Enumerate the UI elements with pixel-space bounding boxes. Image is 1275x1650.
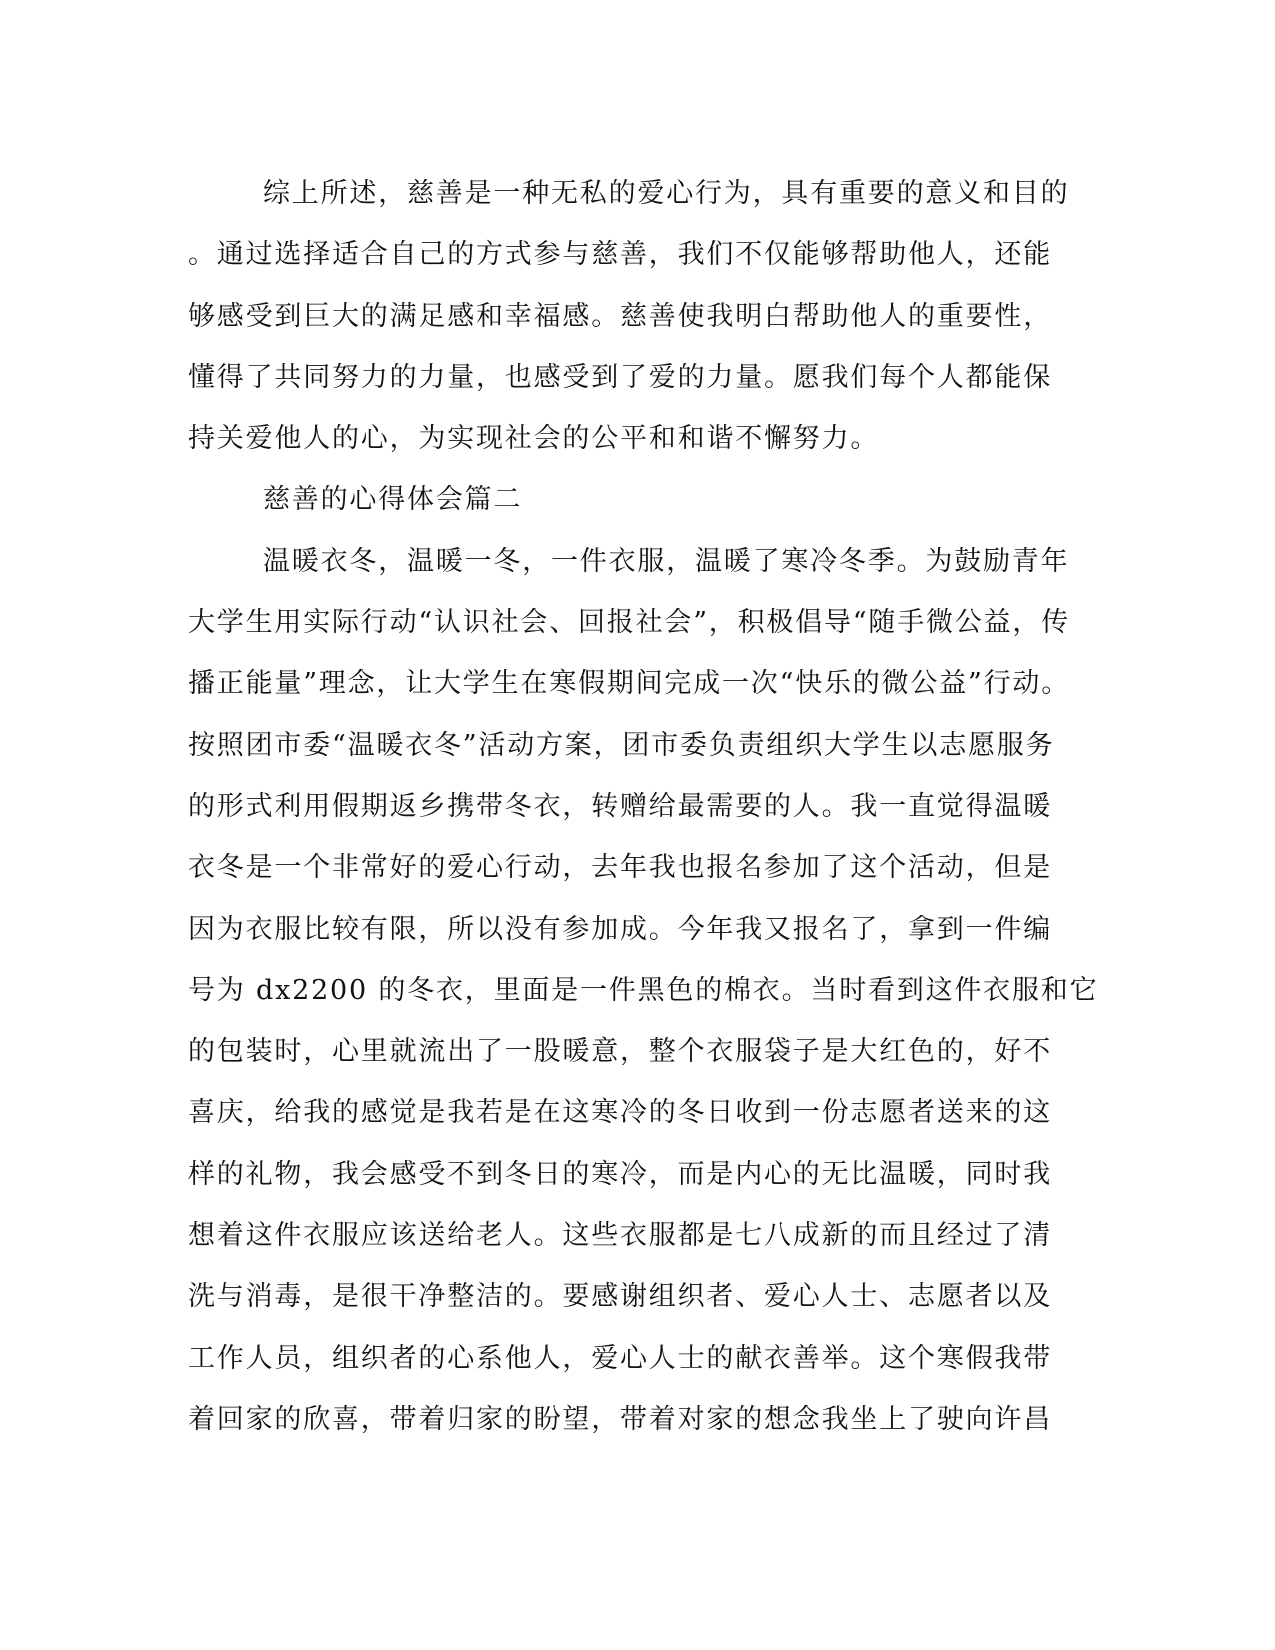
paragraph-line: 懂得了共同努力的力量，也感受到了爱的力量。愿我们每个人都能保 [188, 361, 1052, 393]
paragraph-line: 着回家的欣喜，带着归家的盼望，带着对家的想念我坐上了驶向许昌 [188, 1403, 1052, 1435]
paragraph-line: 工作人员，组织者的心系他人，爱心人士的献衣善举。这个寒假我带 [188, 1342, 1052, 1374]
paragraph-line: 样的礼物，我会感受不到冬日的寒冷，而是内心的无比温暖，同时我 [188, 1158, 1052, 1190]
paragraph-line: 号为 dx2200 的冬衣，里面是一件黑色的棉衣。当时看到这件衣服和它 [188, 974, 1099, 1006]
paragraph-line: 综上所述，慈善是一种无私的爱心行为，具有重要的意义和目的 [263, 178, 1070, 209]
paragraph-line: 按照团市委“温暖衣冬”活动方案，团市委负责组织大学生以志愿服务 [188, 729, 1055, 761]
document-body [188, 163, 1099, 1450]
paragraph-line: 的形式利用假期返乡携带冬衣，转赠给最需要的人。我一直觉得温暖 [188, 790, 1052, 822]
section-heading: 慈善的心得体会篇二 [263, 484, 523, 516]
paragraph-line: 洗与消毒，是很干净整洁的。要感谢组织者、爱心人士、志愿者以及 [188, 1281, 1052, 1313]
paragraph-line: 播正能量”理念，让大学生在寒假期间完成一次“快乐的微公益”行动。 [188, 668, 1071, 700]
paragraph-line: 想着这件衣服应该送给老人。这些衣服都是七八成新的而且经过了清 [188, 1220, 1052, 1252]
paragraph-line: 因为衣服比较有限，所以没有参加成。今年我又报名了，拿到一件编 [188, 913, 1052, 945]
paragraph-line: 大学生用实际行动“认识社会、回报社会”，积极倡导“随手微公益，传 [188, 607, 1071, 639]
paragraph-line: 持关爱他人的心，为实现社会的公平和和谐不懈努力。 [188, 423, 880, 455]
paragraph-line: 温暖衣冬，温暖一冬，一件衣服，温暖了寒冷冬季。为鼓励青年 [263, 545, 1070, 577]
paragraph-line: 喜庆，给我的感觉是我若是在这寒冷的冬日收到一份志愿者送来的这 [188, 1097, 1052, 1129]
paragraph-line: 的包装时，心里就流出了一股暖意，整个衣服袋子是大红色的，好不 [188, 1036, 1052, 1068]
paragraph-line: 衣冬是一个非常好的爱心行动，去年我也报名参加了这个活动，但是 [188, 852, 1052, 884]
paragraph-line: 。通过选择适合自己的方式参与慈善，我们不仅能够帮助他人，还能 [188, 239, 1052, 271]
paragraph-line: 够感受到巨大的满足感和幸福感。慈善使我明白帮助他人的重要性， [188, 300, 1052, 332]
